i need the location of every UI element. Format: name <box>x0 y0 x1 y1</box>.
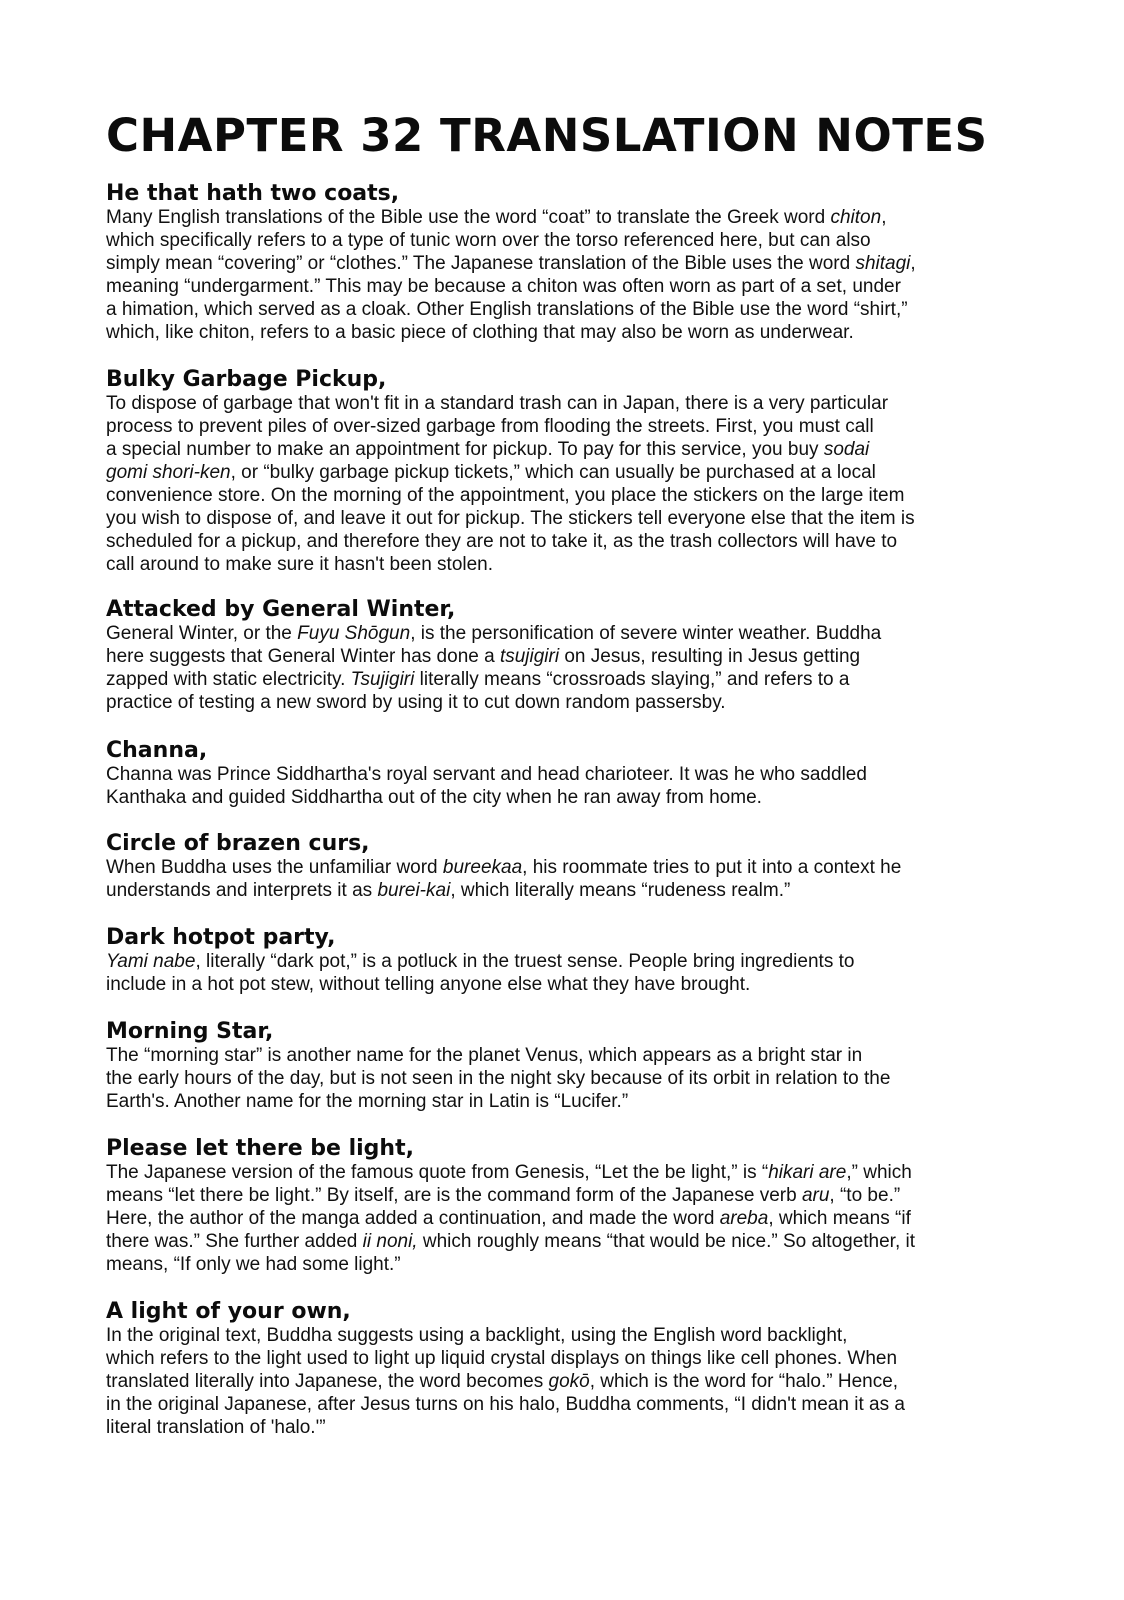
note-line <box>106 879 1036 902</box>
note-line <box>106 229 1036 252</box>
italic-term: shitagi <box>855 253 911 274</box>
italic-term: gokō <box>548 1371 590 1392</box>
text-run: which refers to the light used to light up liquid crystal displays on things like cell phones. When <box>106 1348 898 1369</box>
note-heading: Channa, <box>106 738 208 763</box>
text-run: here suggests that General Winter has done a <box>106 646 500 667</box>
italic-term: burei-kai <box>377 880 451 901</box>
text-run: in the original Japanese, after Jesus turns on his halo, Buddha comments, “I didn't mean it as a <box>106 1394 905 1415</box>
italic-term: areba <box>719 1208 769 1229</box>
note-heading: Morning Star, <box>106 1019 274 1044</box>
note-line <box>106 1253 1036 1276</box>
note-body <box>106 1161 1036 1276</box>
text-run: means, “If only we had some light.” <box>106 1254 401 1275</box>
text-run: meaning “undergarment.” This may be because a chiton was often worn as part of a set, under <box>106 276 901 297</box>
text-run: which specifically refers to a type of tunic worn over the torso referenced here, but can also <box>106 230 871 251</box>
note-line <box>106 252 1036 275</box>
text-run: Earth's. Another name for the morning star in Latin is “Lucifer.” <box>106 1091 629 1112</box>
text-run: a himation, which served as a cloak. Other English translations of the Bible use the word “shirt,” <box>106 299 908 320</box>
note-line <box>106 392 1036 415</box>
text-run: understands and interprets it as <box>106 880 378 901</box>
text-run: literally means “crossroads slaying,” and refers to a <box>414 669 850 690</box>
note-line <box>106 1324 1036 1347</box>
text-run: In the original text, Buddha suggests using a backlight, using the English word backlight, <box>106 1325 848 1346</box>
note-light-of-your-own <box>106 1300 1036 1439</box>
note-line <box>106 1207 1036 1230</box>
note-body <box>106 856 1036 902</box>
note-line <box>106 1416 1036 1439</box>
note-two-coats <box>106 182 1036 344</box>
note-line <box>106 1370 1036 1393</box>
note-general-winter <box>106 598 1036 714</box>
note-line <box>106 1067 1036 1090</box>
note-line <box>106 786 1036 809</box>
text-run: Channa was Prince Siddhartha's royal servant and head charioteer. It was he who saddled <box>106 764 867 785</box>
note-line <box>106 530 1036 553</box>
note-channa <box>106 739 1036 809</box>
note-line <box>106 1230 1036 1253</box>
text-run: , literally “dark pot,” is a potluck in the truest sense. People bring ingredients to <box>195 951 855 972</box>
note-line <box>106 1090 1036 1113</box>
note-morning-star <box>106 1020 1036 1113</box>
note-line <box>106 1393 1036 1416</box>
text-run: , or “bulky garbage pickup tickets,” which can usually be purchased at a local <box>230 462 876 483</box>
text-run: convenience store. On the morning of the appointment, you place the stickers on the large item <box>106 485 905 506</box>
note-let-there-be-light <box>106 1137 1036 1276</box>
text-run: literal translation of 'halo.'” <box>106 1417 326 1438</box>
text-run: ,” which <box>846 1162 912 1183</box>
text-run: simply mean “covering” or “clothes.” The Japanese translation of the Bible uses the word <box>106 253 856 274</box>
note-line <box>106 438 1036 461</box>
text-run: Kanthaka and guided Siddhartha out of the city when he ran away from home. <box>106 787 762 808</box>
italic-term: Fuyu Shōgun <box>297 623 411 644</box>
note-heading: Attacked by General Winter, <box>106 597 456 622</box>
text-run: call around to make sure it hasn't been stolen. <box>106 554 494 575</box>
note-line <box>106 668 1036 691</box>
note-heading: He that hath two coats, <box>106 181 400 206</box>
text-run: include in a hot pot stew, without telling anyone else what they have brought. <box>106 974 751 995</box>
note-heading: Circle of brazen curs, <box>106 831 370 856</box>
note-body <box>106 206 1036 344</box>
note-body <box>106 763 1036 809</box>
text-run: The “morning star” is another name for the planet Venus, which appears as a bright star in <box>106 1045 863 1066</box>
note-line <box>106 856 1036 879</box>
note-line <box>106 950 1036 973</box>
text-run: , which means “if <box>768 1208 911 1229</box>
text-run: , <box>881 207 887 228</box>
note-heading: Please let there be light, <box>106 1136 414 1161</box>
note-line <box>106 1347 1036 1370</box>
italic-term: aru <box>801 1185 830 1206</box>
italic-term: sodai <box>823 439 870 460</box>
text-run: To dispose of garbage that won't fit in a standard trash can in Japan, there is a very particular <box>106 393 889 414</box>
italic-term: hikari are <box>768 1162 847 1183</box>
note-line <box>106 691 1036 714</box>
italic-term: ii noni, <box>362 1231 418 1252</box>
note-body <box>106 1044 1036 1113</box>
note-body <box>106 950 1036 996</box>
note-line <box>106 763 1036 786</box>
note-brazen-curs <box>106 832 1036 902</box>
text-run: , his roommate tries to put it into a context he <box>522 857 902 878</box>
note-heading: Bulky Garbage Pickup, <box>106 367 387 392</box>
note-line <box>106 461 1036 484</box>
note-body <box>106 1324 1036 1439</box>
text-run: translated literally into Japanese, the word becomes <box>106 1371 549 1392</box>
text-run: , is the personification of severe winter weather. Buddha <box>410 623 882 644</box>
note-line <box>106 553 1036 576</box>
note-body <box>106 392 1036 576</box>
note-line <box>106 275 1036 298</box>
note-line <box>106 415 1036 438</box>
note-line <box>106 622 1036 645</box>
italic-term: gomi shori-ken <box>106 462 231 483</box>
note-line <box>106 1161 1036 1184</box>
note-body <box>106 622 1036 714</box>
text-run: which, like chiton, refers to a basic piece of clothing that may also be worn as underwear. <box>106 322 854 343</box>
note-line <box>106 973 1036 996</box>
note-bulky-garbage <box>106 368 1036 576</box>
text-run: , which is the word for “halo.” Hence, <box>589 1371 899 1392</box>
text-run: a special number to make an appointment for pickup. To pay for this service, you buy <box>106 439 824 460</box>
italic-term: Tsujigiri <box>350 669 415 690</box>
text-run: , “to be.” <box>829 1185 901 1206</box>
text-run: zapped with static electricity. <box>106 669 351 690</box>
italic-term: Yami nabe <box>106 951 196 972</box>
note-line <box>106 507 1036 530</box>
text-run: When Buddha uses the unfamiliar word <box>106 857 443 878</box>
text-run: practice of testing a new sword by using it to cut down random passersby. <box>106 692 726 713</box>
text-run: Here, the author of the manga added a continuation, and made the word <box>106 1208 720 1229</box>
note-heading: Dark hotpot party, <box>106 925 336 950</box>
text-run: on Jesus, resulting in Jesus getting <box>559 646 861 667</box>
italic-term: chiton <box>830 207 882 228</box>
note-line <box>106 484 1036 507</box>
italic-term: tsujigiri <box>499 646 560 667</box>
text-run: process to prevent piles of over-sized garbage from flooding the streets. First, you must call <box>106 416 874 437</box>
note-line <box>106 321 1036 344</box>
note-line <box>106 1044 1036 1067</box>
text-run: which roughly means “that would be nice.” So altogether, it <box>417 1231 916 1252</box>
text-run: the early hours of the day, but is not seen in the night sky because of its orbit in relation to the <box>106 1068 891 1089</box>
text-run: you wish to dispose of, and leave it out for pickup. The stickers tell everyone else that the item is <box>106 508 915 529</box>
text-run: there was.” She further added <box>106 1231 363 1252</box>
text-run: General Winter, or the <box>106 623 298 644</box>
note-line <box>106 298 1036 321</box>
text-run: , <box>910 253 916 274</box>
note-heading: A light of your own, <box>106 1299 351 1324</box>
note-dark-hotpot <box>106 926 1036 996</box>
text-run: The Japanese version of the famous quote from Genesis, “Let the be light,” is “ <box>106 1162 769 1183</box>
text-run: scheduled for a pickup, and therefore they are not to take it, as the trash collectors will have to <box>106 531 898 552</box>
italic-term: bureekaa <box>442 857 523 878</box>
note-line <box>106 645 1036 668</box>
note-line <box>106 1184 1036 1207</box>
page-title: CHAPTER 32 TRANSLATION NOTES <box>106 109 988 162</box>
text-run: means “let there be light.” By itself, are is the command form of the Japanese verb <box>106 1185 802 1206</box>
text-run: , which literally means “rudeness realm.” <box>450 880 791 901</box>
text-run: Many English translations of the Bible use the word “coat” to translate the Greek word <box>106 207 831 228</box>
note-line <box>106 206 1036 229</box>
